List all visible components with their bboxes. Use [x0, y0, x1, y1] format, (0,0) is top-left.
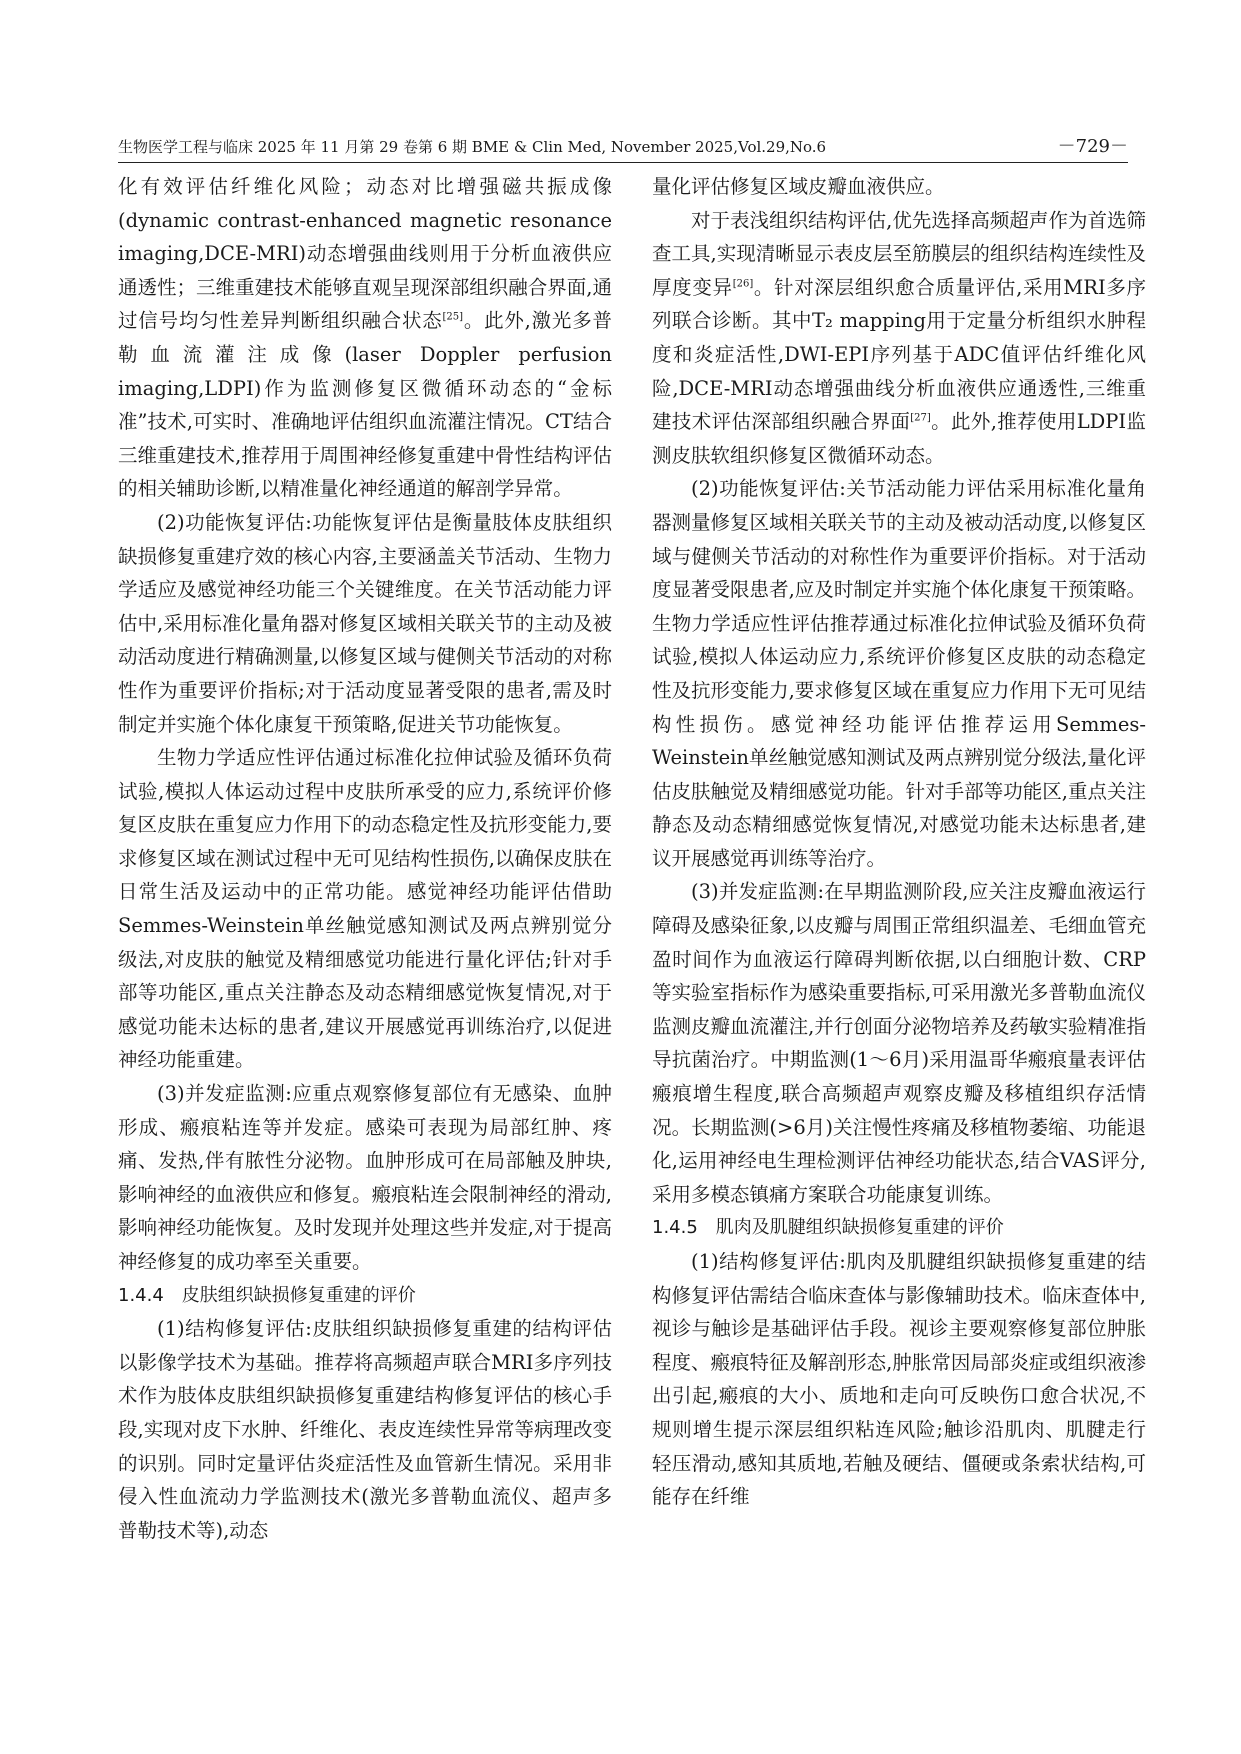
right-column: [652, 170, 1146, 1690]
paragraph: (3)并发症监测:应重点观察修复部位有无感染、血肿形成、瘢痕粘连等并发症。感染可表现为局部红肿、疼痛、发热,伴有脓性分泌物。血肿形成可在局部触及肿块,影响神经的血液供应和修复。瘢痕粘连会限制神经的滑动,影响神经功能恢复。及时发现并处理这些并发症,对于提高神经修复的成功率至关重要。: [118, 1082, 612, 1273]
section-heading: 1.4.4 皮肤组织缺损修复重建的评价: [118, 1284, 416, 1306]
paragraph-text: 化有效评估纤维化风险；动态对比增强磁共振成像(dynamic contrast-enhanced magnetic resonance imaging,DCE-MRI)动态增强曲线则用于分析血液供应通透性；三维重建技术能够直观呈现深部组织融合界面,通过信号均匀性差异判断组织融合状态: [118, 175, 612, 333]
paragraph-text: 。此外,推荐使用LDPI监测皮肤软组织修复区微循环动态。: [652, 410, 1146, 467]
page-number: －729－: [1057, 136, 1128, 157]
paragraph: (3)并发症监测:在早期监测阶段,应关注皮瓣血液运行障碍及感染征象,以皮瓣与周围正常组织温差、毛细血管充盈时间作为血液运行障碍判断依据,以白细胞计数、CRP等实验室指标作为感染重要指标,可采用激光多普勒血流仪监测皮瓣血流灌注,并行创面分泌物培养及药敏实验精准指导抗菌治疗。中期监测(1～6月)采用温哥华瘢痕量表评估瘢痕增生程度,联合高频超声观察皮瓣及移植组织存活情况。长期监测(>6月)关注慢性疼痛及移植物萎缩、功能退化,运用神经电生理检测评估神经功能状态,结合VAS评分,采用多模态镇痛方案联合功能康复训练。: [652, 880, 1146, 1206]
paragraph-text: 。针对深层组织愈合质量评估,采用MRI多序列联合诊断。其中T₂ mapping用于定量分析组织水肿程度和炎症活性,DWI-EPI序列基于ADC值评估纤维化风险,DCE-MRI动态增强曲线分析血液供应通透性,三维重建技术评估深部组织融合界面: [652, 275, 1146, 434]
paragraph-text: 对于表浅组织结构评估,优先选择高频超声作为首选筛查工具,实现清晰显示表皮层至筋膜层的组织结构连续性及厚度变异: [652, 208, 1146, 299]
running-header: [118, 134, 1128, 160]
paragraph: [118, 170, 612, 506]
header-rule: [118, 162, 1128, 163]
left-column: [118, 170, 612, 1690]
paragraph: (1)结构修复评估:皮肤组织缺损修复重建的结构评估以影像学技术为基础。推荐将高频超声联合MRI多序列技术作为肢体皮肤组织缺损修复重建结构修复评估的核心手段,实现对皮下水肿、纤维化、表皮连续性异常等病理改变的识别。同时定量评估炎症活性及血管新生情况。采用非侵入性血流动力学监测技术(激光多普勒血流仪、超声多普勒技术等),动态: [118, 1317, 612, 1542]
paragraph: 量化评估修复区域皮瓣血液供应。: [652, 175, 945, 198]
citation: [27]: [910, 412, 931, 424]
paragraph: [652, 204, 1146, 473]
paragraph: (2)功能恢复评估:关节活动能力评估采用标准化量角器测量修复区域相关联关节的主动及被动活动度,以修复区域与健侧关节活动的对称性作为重要评价指标。对于活动度显著受限患者,应及时制定并实施个体化康复干预策略。生物力学适应性评估推荐通过标准化拉伸试验及循环负荷试验,模拟人体运动应力,系统评价修复区皮肤的动态稳定性及抗形变能力,要求修复区域在重复应力作用下无可见结构性损伤。感觉神经功能评估推荐运用Semmes-Weinstein单丝触觉感知测试及两点辨别觉分级法,量化评估皮肤触觉及精细感觉功能。针对手部等功能区,重点关注静态及动态精细感觉恢复情况,对感觉功能未达标患者,建议开展感觉再训练等治疗。: [652, 477, 1146, 870]
paragraph: 生物力学适应性评估通过标准化拉伸试验及循环负荷试验,模拟人体运动过程中皮肤所承受的应力,系统评价修复区皮肤在重复应力作用下的动态稳定性及抗形变能力,要求修复区域在测试过程中无可见结构性损伤,以确保皮肤在日常生活及运动中的正常功能。感觉神经功能评估借助Semmes-Weinstein单丝触觉感知测试及两点辨别觉分级法,对皮肤的触觉及精细感觉功能进行量化评估;针对手部等功能区,重点关注静态及动态精细感觉恢复情况,对于感觉功能未达标的患者,建议开展感觉再训练治疗,以促进神经功能重建。: [118, 746, 612, 1072]
paragraph: (2)功能恢复评估:功能恢复评估是衡量肢体皮肤组织缺损修复重建疗效的核心内容,主要涵盖关节活动、生物力学适应及感觉神经功能三个关键维度。在关节活动能力评估中,采用标准化量角器对修复区域相关联关节的主动及被动活动度进行精确测量,以修复区域与健侧关节活动的对称性作为重要评价指标;对于活动度显著受限的患者,需及时制定并实施个体化康复干预策略,促进关节功能恢复。: [118, 510, 612, 736]
citation: [25]: [442, 311, 464, 323]
journal-info: 生物医学工程与临床 2025 年 11 月第 29 卷第 6 期 BME & Clin Med, November 2025,Vol.29,No.6: [118, 138, 827, 156]
paragraph-text: 。此外,激光多普勒血流灌注成像(laser Doppler perfusion imaging,LDPI)作为监测修复区微循环动态的“金标准”技术,可实时、准确地评估组织血流灌注情况。CT结合三维重建技术,推荐用于周围神经修复重建中骨性结构评估的相关辅助诊断,以精准量化神经通道的解剖学异常。: [118, 309, 612, 501]
citation: [26]: [732, 278, 754, 290]
section-heading: 1.4.5 肌肉及肌腱组织缺损修复重建的评价: [652, 1217, 1004, 1239]
paragraph: (1)结构修复评估:肌肉及肌腱组织缺损修复重建的结构修复评估需结合临床查体与影像辅助技术。临床查体中,视诊与触诊是基础评估手段。视诊主要观察修复部位肿胀程度、瘢痕特征及解剖形态,肿胀常因局部炎症或组织液渗出引起,瘢痕的大小、质地和走向可反映伤口愈合状况,不规则增生提示深层组织粘连风险;触诊沿肌肉、肌腱走行轻压滑动,感知其质地,若触及硬结、僵硬或条索状结构,可能存在纤维: [652, 1250, 1146, 1509]
